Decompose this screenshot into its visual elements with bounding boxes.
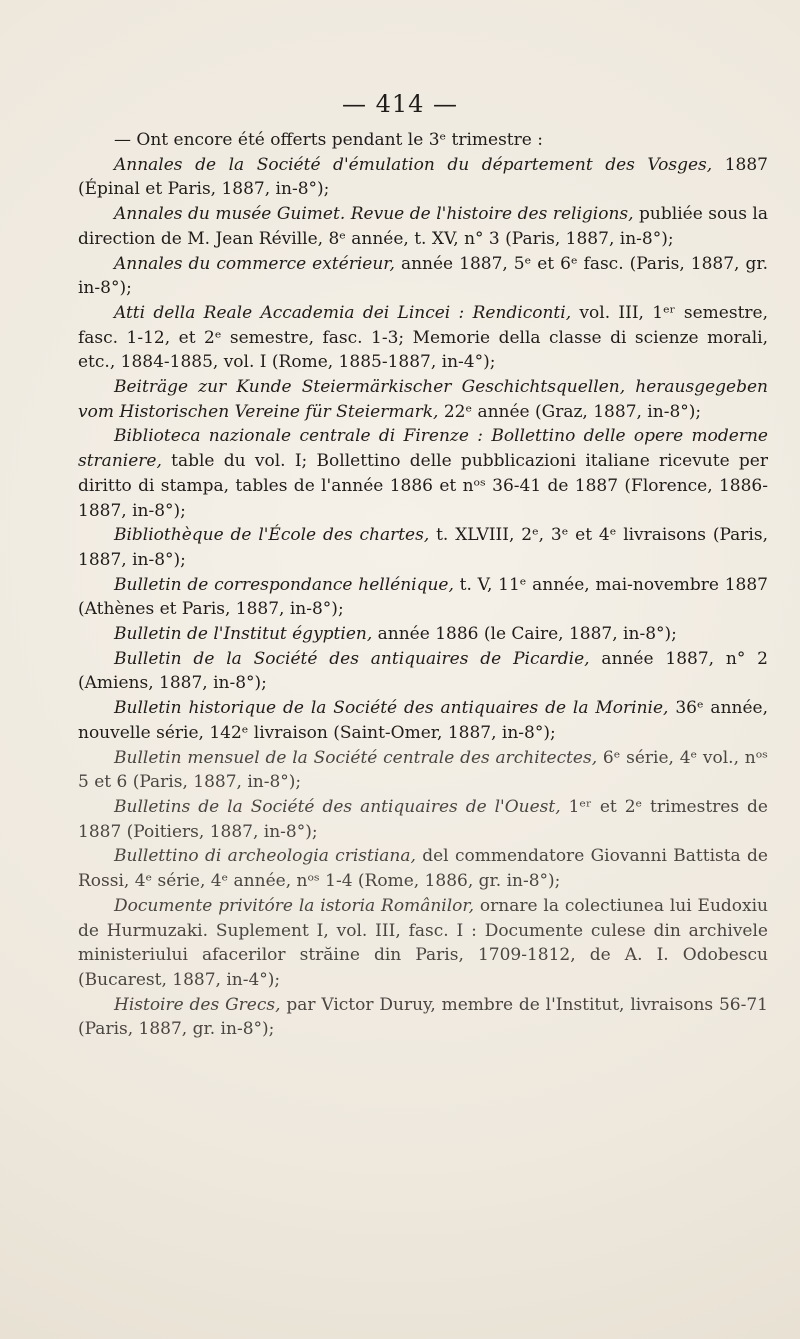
entry-details: année 1887, n° 2 (Amiens, 1887, in-8°); (78, 648, 768, 694)
entry-details: 1ᵉʳ et 2ᵉ trimestres de 1887 (Poitiers, 1887, in-8°); (78, 796, 768, 842)
bibliography-entry (78, 252, 768, 301)
bibliography-entry (78, 795, 768, 844)
bibliography-entry (78, 622, 768, 647)
entry-title: Bulletin de correspondance hellénique, (114, 574, 454, 595)
intro-line: — Ont encore été offerts pendant le 3ᵉ trimestre : (114, 130, 543, 150)
entry-details: t. XLVIII, 2ᵉ, 3ᵉ et 4ᵉ livraisons (Paris, 1887, in-8°); (78, 525, 768, 570)
entry-title: Beiträge zur Kunde Steiermärkischer Geschichtsquellen, herausgegeben vom Historischen Vereine für Steiermark, (78, 377, 768, 422)
entry-details: t. V, 11ᵉ année, mai-novembre 1887 (Athènes et Paris, 1887, in-8°); (78, 574, 768, 620)
entry-details: année 1886 (le Caire, 1887, in-8°); (372, 624, 677, 645)
entry-details: 6ᵉ série, 4ᵉ vol., nᵒˢ 5 et 6 (Paris, 1887, in-8°); (78, 747, 768, 793)
entry-details: table du vol. I; Bollettino delle pubblicazioni italiane ricevute per diritto di stampa, tables de l'année 1886 et nᵒˢ 36-41 de 1887 (Florence, 1886-1887, in-8°); (78, 451, 768, 521)
entry-title: Atti della Reale Accademia dei Lincei : Rendiconti, (114, 302, 572, 323)
bibliography-entry (78, 202, 768, 251)
entry-title: Bulletin historique de la Société des antiquaires de la Morinie, (114, 698, 669, 719)
entry-title: Bullettino di archeologia cristiana, (114, 846, 416, 867)
bibliography-entry (78, 301, 768, 375)
entry-title: Bulletin de l'Institut égyptien, (114, 624, 373, 645)
entry-title: Annales du commerce extérieur, (114, 253, 395, 274)
entry-title: Histoire des Grecs, (114, 994, 281, 1015)
entry-details: 1887 (Épinal et Paris, 1887, in-8°); (78, 154, 768, 200)
bibliography-entry (78, 844, 768, 893)
bibliography-entry (78, 523, 768, 572)
entry-details: par Victor Duruy, membre de l'Institut, livraisons 56-71 (Paris, 1887, gr. in-8°); (78, 994, 768, 1040)
entry-title: Documente privitóre la istoria Românilor, (114, 895, 475, 916)
entry-details: 22ᵉ année (Graz, 1887, in-8°); (438, 401, 702, 422)
bibliography-entry (78, 894, 768, 993)
bibliography-entry (78, 647, 768, 696)
entry-title: Annales du musée Guimet. Revue de l'histoire des religions, (114, 204, 634, 225)
bibliography-entry (78, 696, 768, 745)
bibliography-entry (78, 573, 768, 622)
entry-details: vol. III, 1ᵉʳ semestre, fasc. 1-12, et 2ᵉ semestre, fasc. 1-3; Memorie della classe di scienze morali, etc., 1884-1885, vol. I (Rome, 1885-1887, in-4°); (78, 302, 768, 373)
entry-details: année 1887, 5ᵉ et 6ᵉ fasc. (Paris, 1887, gr. in-8°); (78, 253, 768, 299)
entry-details: 36ᵉ année, nouvelle série, 142ᵉ livraison (Saint-Omer, 1887, in-8°); (78, 698, 768, 743)
entry-details: del commendatore Giovanni Battista de Rossi, 4ᵉ série, 4ᵉ année, nᵒˢ 1-4 (Rome, 1886, gr. in-8°); (78, 846, 768, 892)
bibliography-entry (78, 993, 768, 1042)
entry-details: publiée sous la direction de M. Jean Réville, 8ᵉ année, t. XV, n° 3 (Paris, 1887, in-8°); (78, 204, 769, 249)
bibliography-entry (78, 375, 768, 424)
bibliography-entry (78, 153, 768, 202)
text-block (78, 128, 768, 1042)
bibliography-entry (78, 424, 768, 523)
entry-title: Bulletins de la Société des antiquaires de l'Ouest, (114, 796, 561, 817)
entry-title: Annales de la Société d'émulation du département des Vosges, (114, 154, 713, 175)
entry-title: Biblioteca nazionale centrale di Firenze : Bollettino delle opere moderne straniere, (78, 426, 768, 472)
entry-title: Bulletin mensuel de la Société centrale des architectes, (114, 747, 598, 768)
entry-title: Bulletin de la Société des antiquaires de Picardie, (114, 648, 590, 669)
bibliography-entry (78, 746, 768, 795)
entry-details: ornare la colectiunea lui Eudoxiu de Hurmuzaki. Suplement I, vol. III, fasc. I : Documente culese din archivele ministeriului afacerilor străine din Paris, 1709-1812, de A. I. Odobescu (Bucarest, 1887, in-4°); (78, 895, 768, 990)
entry-title: Bibliothèque de l'École des chartes, (114, 525, 430, 546)
page-number: — 414 — (341, 90, 459, 118)
